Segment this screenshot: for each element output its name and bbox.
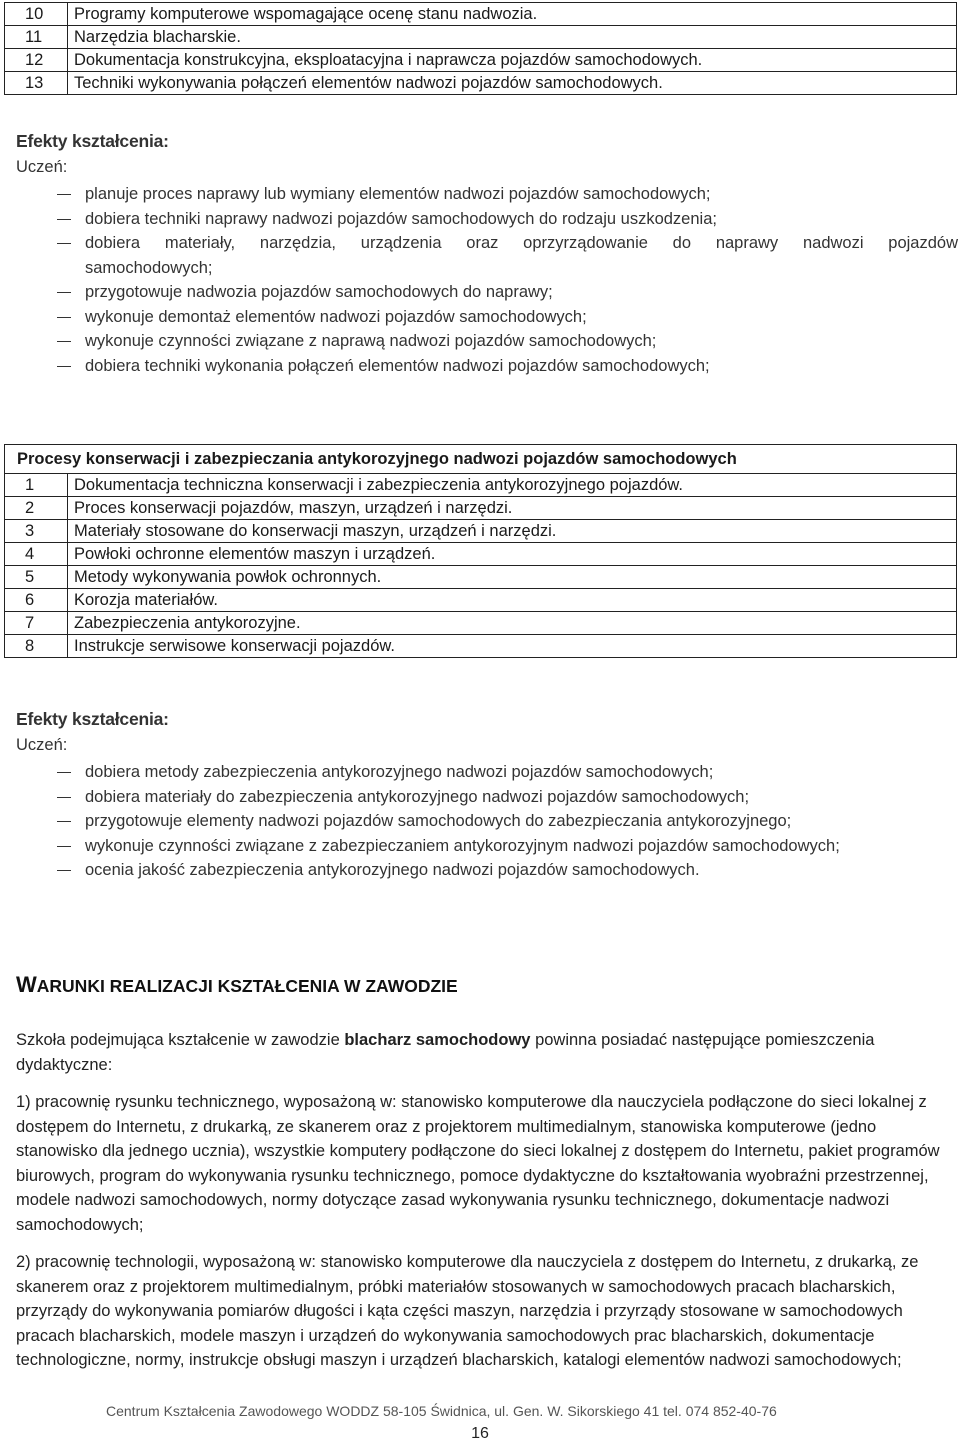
- dash-bullet: [57, 846, 71, 847]
- table-row: 5 Metody wykonywania powłok ochronnych.: [5, 566, 957, 589]
- list-item: dobiera techniki wykonania połączeń elementów nadwozi pojazdów samochodowych;: [0, 354, 960, 379]
- intro-paragraph: Szkoła podejmująca kształcenie w zawodzie blacharz samochodowy powinna posiadać następujące pomieszczenia dydaktyczne:: [16, 1031, 875, 1074]
- list-item: dobiera techniki naprawy nadwozi pojazdów samochodowych do rodzaju uszkodzenia;: [0, 207, 960, 232]
- dash-bullet: [57, 366, 71, 367]
- dash-bullet: [57, 219, 71, 220]
- table-title: Procesy konserwacji i zabezpieczania antykorozyjnego nadwozi pojazdów samochodowych: [5, 445, 957, 474]
- table-row: 1 Dokumentacja techniczna konserwacji i zabezpieczenia antykorozyjnego pojazdów.: [5, 474, 957, 497]
- row-text: Programy komputerowe wspomagające ocenę stanu nadwozia.: [68, 3, 957, 26]
- footer-address: Centrum Kształcenia Zawodowego WODDZ 58-105 Świdnica, ul. Gen. W. Sikorskiego 41 tel. 074 852-40-76: [106, 1403, 777, 1419]
- paragraph-technology-room: 2) pracownię technologii, wyposażoną w: stanowisko komputerowe dla nauczyciela z dostępem do Internetu, z drukarką, ze skanerem oraz z projektorem multimedialnym, próbki materiałów stosowanych w samochodowych pracach blacharskich, przyrządy do wykonywania pomiarów długości i kąta części maszyn, narzędzia i przyrządy stosowane w samochodowych pracach blacharskich, modele maszyn i urządzeń do wykonywania samochodowych prac blacharskich, dokumentacje technologiczne, normy, instrukcje obsługi maszyn i urządzeń blacharskich, katalogi elementów nadwozi samochodowych;: [16, 1253, 919, 1370]
- table-row: [5, 72, 957, 95]
- dash-bullet: [57, 194, 71, 195]
- table-row: 8 Instrukcje serwisowe konserwacji pojazdów.: [5, 635, 957, 658]
- row-text: Dokumentacja konstrukcyjna, eksploatacyjna i naprawcza pojazdów samochodowych.: [68, 49, 957, 72]
- row-text: Techniki wykonywania połączeń elementów nadwozi pojazdów samochodowych.: [68, 72, 957, 95]
- table-row: 4 Powłoki ochronne elementów maszyn i urządzeń.: [5, 543, 957, 566]
- dash-bullet: [57, 341, 71, 342]
- section-title: WARUNKI REALIZACJI KSZTAŁCENIA W ZAWODZIE: [16, 972, 458, 997]
- list-item: planuje proces naprawy lub wymiany elementów nadwozi pojazdów samochodowych;: [0, 182, 960, 207]
- list-item: wykonuje czynności związane z naprawą nadwozi pojazdów samochodowych;: [0, 329, 960, 354]
- list-item: wykonuje demontaż elementów nadwozi pojazdów samochodowych;: [0, 305, 960, 330]
- row-number: 12: [5, 49, 68, 72]
- dash-bullet: [57, 317, 71, 318]
- dash-bullet: [57, 797, 71, 798]
- row-text: Narzędzia blacharskie.: [68, 26, 957, 49]
- table-row: 6 Korozja materiałów.: [5, 589, 957, 612]
- list-item: wykonuje czynności związane z zabezpieczaniem antykorozyjnym nadwozi pojazdów samochodowych;: [0, 834, 960, 859]
- table-row: [5, 3, 957, 26]
- table-row: 7 Zabezpieczenia antykorozyjne.: [5, 612, 957, 635]
- table-row: [5, 26, 957, 49]
- outcomes-heading: Efekty kształcenia:: [16, 131, 169, 151]
- dash-bullet: [57, 821, 71, 822]
- student-label: Uczeń:: [16, 158, 68, 176]
- dash-bullet: [57, 292, 71, 293]
- topics-table-1: [4, 2, 957, 95]
- row-number: 13: [5, 72, 68, 95]
- table-row: 3 Materiały stosowane do konserwacji maszyn, urządzeń i narzędzi.: [5, 520, 957, 543]
- list-item-continuation: samochodowych;: [85, 258, 213, 277]
- topics-table-2: [4, 444, 957, 658]
- page-number: 16: [471, 1425, 489, 1442]
- row-number: 10: [5, 3, 68, 26]
- row-number: 11: [5, 26, 68, 49]
- list-item: dobiera materiały, narzędzia, urządzenia oraz oprzyrządowanie do naprawy nadwozi pojazdów: [0, 231, 960, 256]
- list-item: dobiera materiały do zabezpieczenia antykorozyjnego nadwozi pojazdów samochodowych;: [0, 785, 960, 810]
- table-row: 2 Proces konserwacji pojazdów, maszyn, urządzeń i narzędzi.: [5, 497, 957, 520]
- list-item: przygotowuje nadwozia pojazdów samochodowych do naprawy;: [0, 280, 960, 305]
- list-item: dobiera metody zabezpieczenia antykorozyjnego nadwozi pojazdów samochodowych;: [0, 760, 960, 785]
- dash-bullet: [57, 243, 71, 244]
- table-header-row: [5, 445, 957, 474]
- outcomes-heading: Efekty kształcenia:: [16, 709, 169, 729]
- table-row: [5, 49, 957, 72]
- paragraph-drawing-room: 1) pracownię rysunku technicznego, wyposażoną w: stanowisko komputerowe dla nauczyciela podłączone do sieci lokalnej z dostępem do Internetu, z drukarką, ze skanerem oraz z projektorem multimedialnym, stanowiska komputerowe (jedno stanowisko dla jednego ucznia), wszystkie komputery podłączone do sieci lokalnej z dostępem do Internetu, pakiet programów biurowych, program do wykonywania rysunku technicznego, pomoce dydaktyczne do kształtowania wyobraźni przestrzennej, modele nadwozi samochodowych, normy dotyczące zasad wykonywania rysunku technicznego, dokumentacje nadwozi samochodowych;: [16, 1093, 940, 1234]
- outcomes-list-2: [0, 760, 960, 883]
- list-item: przygotowuje elementy nadwozi pojazdów samochodowych do zabezpieczania antykorozyjnego;: [0, 809, 960, 834]
- dash-bullet: [57, 870, 71, 871]
- list-item: ocenia jakość zabezpieczenia antykorozyjnego nadwozi pojazdów samochodowych.: [0, 858, 960, 883]
- dash-bullet: [57, 772, 71, 773]
- student-label: Uczeń:: [16, 736, 68, 754]
- outcomes-list-1: [0, 182, 960, 378]
